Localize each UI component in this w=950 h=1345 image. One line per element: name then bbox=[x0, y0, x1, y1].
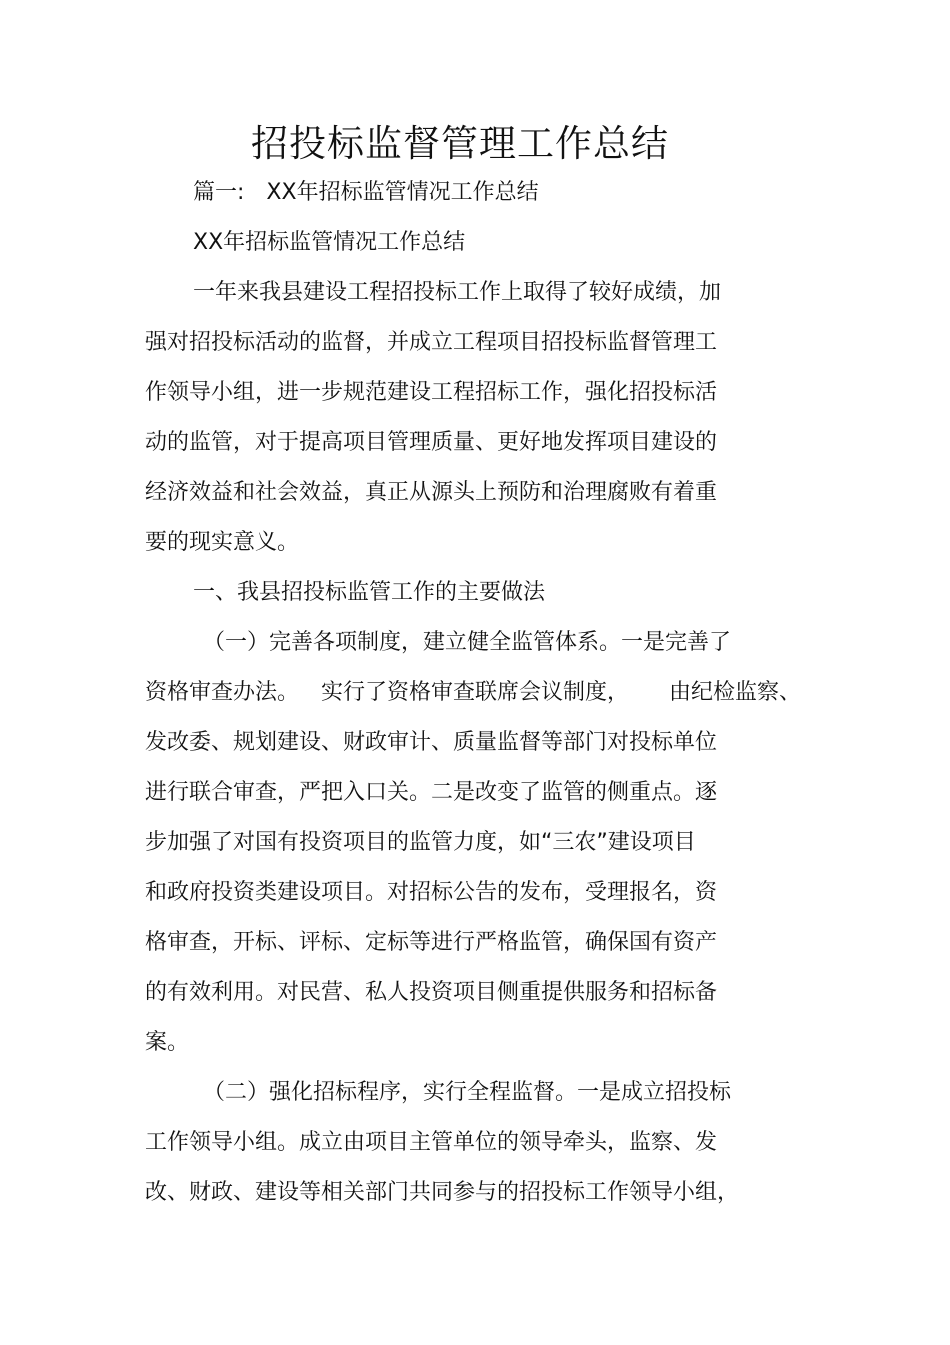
text-line: 动的监管，对于提高项目管理质量、更好地发挥项目建设的 bbox=[145, 430, 718, 455]
text-line: （一）完善各项制度，建立健全监管体系。一是完善了 bbox=[203, 630, 732, 655]
section-heading: 一、我县招投标监管工作的主要做法 bbox=[193, 580, 546, 605]
text-line: 的有效利用。对民营、私人投资项目侧重提供服务和招标备 bbox=[145, 980, 718, 1005]
text-line: 经济效益和社会效益，真正从源头上预防和治理腐败有着重 bbox=[145, 480, 718, 505]
text-line: 和政府投资类建设项目。对招标公告的发布，受理报名，资 bbox=[145, 880, 718, 905]
text-segment: 由纪检监察、 bbox=[669, 680, 802, 705]
text-line bbox=[193, 178, 539, 208]
text-line: 步加强了对国有投资项目的监管力度，如“三农”建设项目 bbox=[145, 830, 696, 855]
text-line: 作领导小组，进一步规范建设工程招标工作，强化招投标活 bbox=[145, 380, 718, 405]
chapter-label: 篇一: bbox=[193, 180, 245, 205]
document-title: 招投标监督管理工作总结 bbox=[251, 122, 669, 165]
section-heading: XX年招标监管情况工作总结 bbox=[193, 230, 466, 255]
text-line: 发改委、规划建设、财政审计、质量监督等部门对投标单位 bbox=[145, 730, 718, 755]
text-line: 格审查，开标、评标、定标等进行严格监管，确保国有资产 bbox=[145, 930, 718, 955]
text-line: 强对招投标活动的监督，并成立工程项目招投标监督管理工 bbox=[145, 330, 718, 355]
text-line: 工作领导小组。成立由项目主管单位的领导牵头，监察、发 bbox=[145, 1130, 718, 1155]
text-line: 进行联合审查，严把入口关。二是改变了监管的侧重点。逐 bbox=[145, 780, 718, 805]
text-line: 案。 bbox=[145, 1030, 190, 1055]
text-line: 一年来我县建设工程招投标工作上取得了较好成绩，加 bbox=[193, 280, 722, 305]
text-line: 要的现实意义。 bbox=[145, 530, 300, 555]
text-line: （二）强化招标程序，实行全程监督。一是成立招投标 bbox=[203, 1080, 732, 1105]
text-line bbox=[145, 678, 801, 708]
text-segment: 资格审查办法。 bbox=[145, 680, 300, 705]
text-segment: 实行了资格审查联席会议制度， bbox=[321, 680, 630, 705]
chapter-title: XX年招标监管情况工作总结 bbox=[266, 180, 539, 205]
text-line: 改、财政、建设等相关部门共同参与的招投标工作领导小组， bbox=[145, 1180, 740, 1205]
